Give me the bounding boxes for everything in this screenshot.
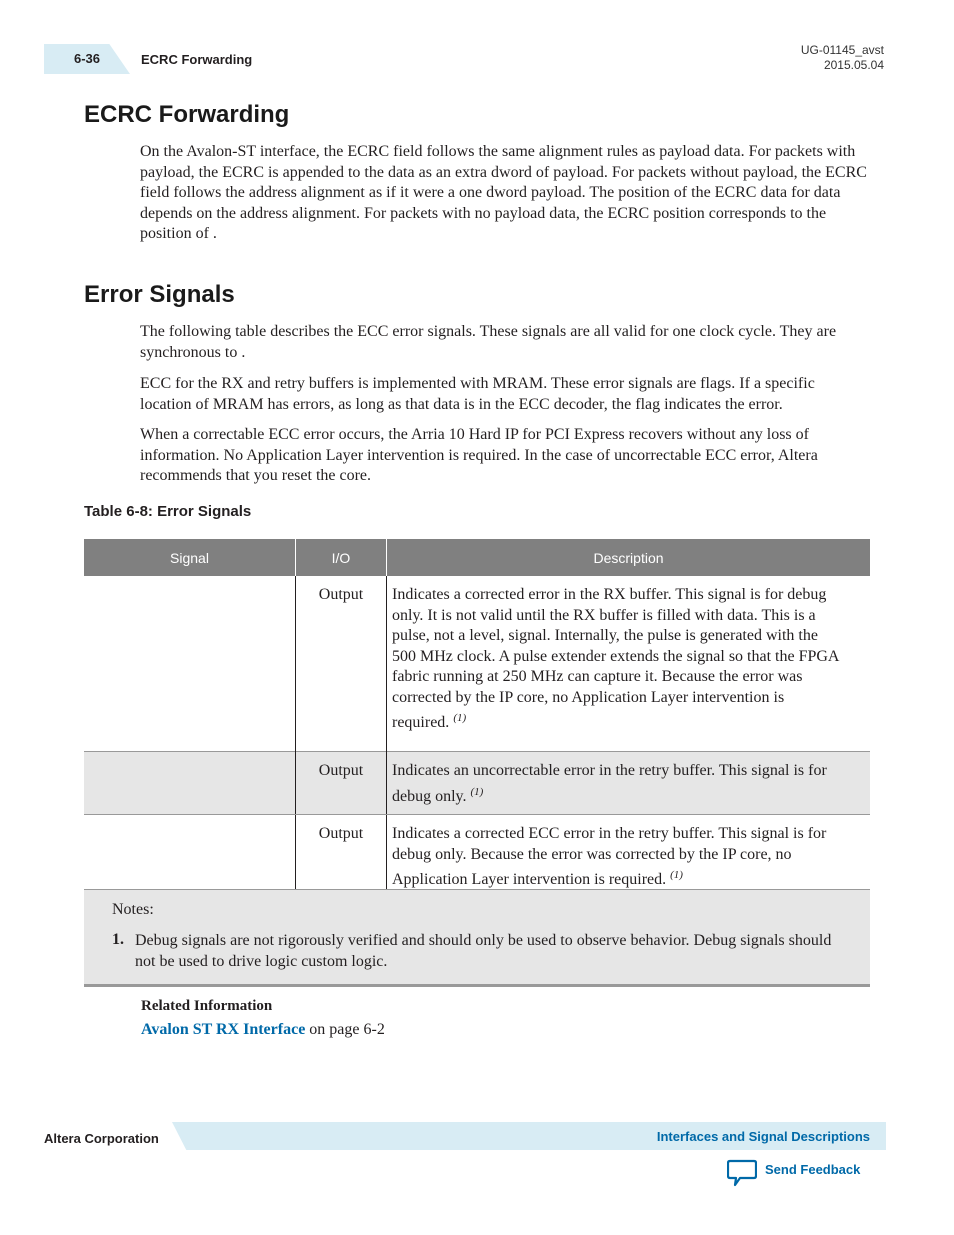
table-row — [84, 752, 870, 815]
table-notes — [84, 889, 870, 987]
column-header-description: Description — [387, 539, 871, 576]
footnote-marker: (1) — [470, 785, 484, 798]
table-row — [84, 576, 870, 752]
doc-date: 2015.05.04 — [823, 58, 884, 72]
page-number: 6-36 — [74, 51, 101, 66]
footer-section-link[interactable]: Interfaces and Signal Descriptions — [656, 1129, 870, 1144]
column-header-signal: Signal — [84, 539, 296, 576]
send-feedback-link[interactable]: Send Feedback — [765, 1162, 861, 1177]
description-cell — [387, 576, 871, 752]
related-info-title: Related Information — [141, 998, 273, 1014]
signal-cell — [84, 576, 296, 752]
table-caption: Table 6-8: Error Signals — [84, 503, 252, 520]
note-number: 1. — [112, 931, 124, 948]
error-paragraph-2: ECC for the RX and retry buffers is implemented with MRAM. These error signals are flags. If a specific location of MRAM has errors, as long as that data is in the ECC decoder, the flag indicates the error. — [140, 375, 815, 413]
table-row — [84, 815, 870, 898]
error-signals-table — [84, 539, 870, 897]
signal-cell — [84, 752, 296, 815]
note-text: Debug signals are not rigorously verified and should only be used to observe behavior. Debug signals should not be used to drive logic custom logic. — [135, 932, 832, 970]
table-header-row — [84, 539, 870, 576]
speech-bubble-icon[interactable] — [727, 1159, 757, 1187]
related-page-ref: on page 6-2 — [305, 1021, 385, 1038]
related-info-entry — [141, 1021, 385, 1039]
io-cell: Output — [296, 752, 387, 815]
description-text: Indicates a corrected error in the RX buffer. This signal is for debug only. It is not valid until the RX buffer is filled with data. This is a pulse, not a level, signal. Internally, the pulse is generated with the 500 MHz clock. A pulse extender extends the signal so that the FPGA fabric running at 250 MHz can capture it. Because the error was corrected by the IP core, no Application Layer intervention is required. — [392, 586, 839, 731]
error-paragraph-1: The following table describes the ECC error signals. These signals are all valid for one clock cycle. They are synchronous to . — [140, 323, 837, 361]
io-cell: Output — [296, 576, 387, 752]
description-cell — [387, 815, 871, 898]
running-section-title: ECRC Forwarding — [141, 52, 253, 67]
doc-id: UG-01145_avst — [800, 43, 884, 57]
footer-company: Altera Corporation — [44, 1131, 159, 1146]
footnote-marker: (1) — [670, 869, 683, 881]
description-text: Indicates an uncorrectable error in the retry buffer. This signal is for debug only. — [392, 762, 827, 805]
column-header-io: I/O — [296, 539, 387, 576]
footnote-marker: (1) — [453, 712, 467, 724]
section-heading-error-signals: Error Signals — [84, 281, 235, 308]
signal-cell — [84, 815, 296, 898]
description-cell — [387, 752, 871, 815]
document-info — [801, 43, 884, 73]
ecrc-paragraph: On the Avalon-ST interface, the ECRC field follows the same alignment rules as payload data. For packets with payload, the ECRC is appended to the data as an extra dword of payload. For packets without payload, the ECRC field follows the address alignment as if it were a one dword payload. The position of the ECRC data for data depends on the address alignment. For packets with no payload data, the ECRC position corresponds to the position of . — [140, 143, 867, 242]
notes-title: Notes: — [112, 901, 154, 918]
section-heading-ecrc: ECRC Forwarding — [84, 101, 290, 128]
avalon-st-rx-link[interactable]: Avalon ST RX Interface — [141, 1021, 306, 1038]
io-cell: Output — [296, 815, 387, 898]
description-text: Indicates a corrected ECC error in the retry buffer. This signal is for debug only. Because the error was corrected by the IP core, no Application Layer intervention is required. — [392, 825, 827, 888]
error-paragraph-3: When a correctable ECC error occurs, the Arria 10 Hard IP for PCI Express recovers without any loss of information. No Application Layer intervention is required. In the case of uncorrectable ECC error, Altera recommends that you reset the core. — [140, 426, 818, 484]
